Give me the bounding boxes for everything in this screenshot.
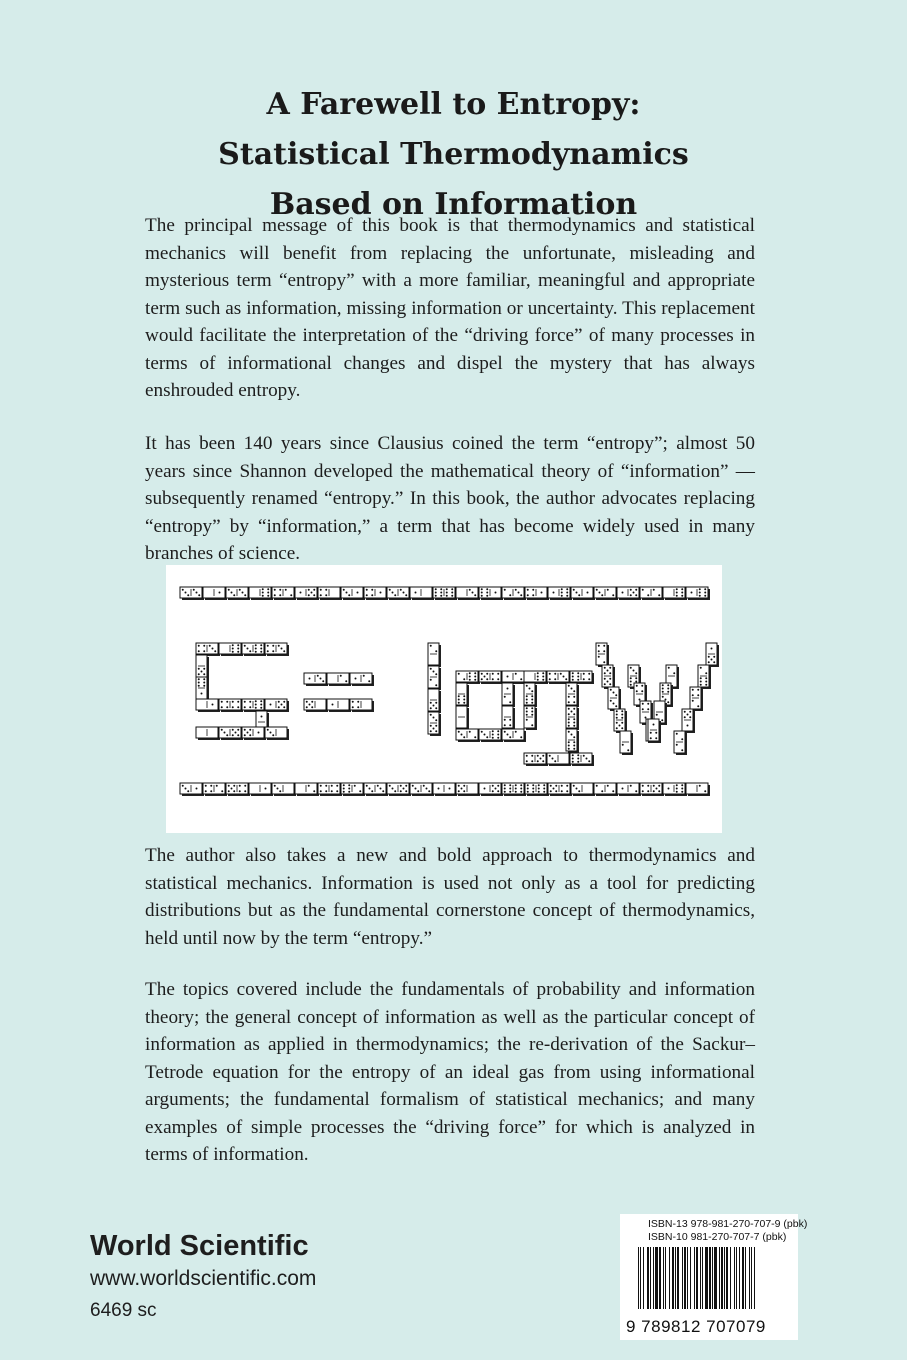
isbn-barcode	[620, 1214, 808, 1340]
title-line-3: Based on Information	[269, 187, 638, 222]
publisher-name: World Scientific	[90, 1230, 309, 1262]
blurb-paragraph-1: The principal message of this book is that thermodynamics and statistical mechanics will benefit from replacing the unfortunate, misleading and mysterious term “entropy” with a more familiar, meaningful and appropriate term such as information, missing information or uncertainty. This replacement would facilitate the interpretation of the “driving force” of many processes in terms of informational changes and dispel the mystery that has always enshrouded entropy.	[145, 215, 755, 401]
domino-formula-icon	[166, 565, 722, 833]
publisher-block	[90, 1228, 316, 1328]
publisher-code: 6469 sc	[90, 1300, 157, 1321]
title-line-2: Statistical Thermodynamics	[218, 137, 689, 172]
barcode-icon	[638, 1247, 790, 1309]
blurb-paragraph-4: The topics covered include the fundamentals of probability and information theory; the general concept of information as well as the particular concept of information as applied in thermodynamics; the re-derivation of the Sackur–Tetrode equation for the entropy of an ideal gas from using informational arguments; the fundamental formalism of statistical mechanics; and many examples of simple processes the “driving force” for which is analyzed in terms of information.	[145, 979, 755, 1165]
book-title	[0, 80, 907, 230]
barcode-digits: 9 789812 707079	[626, 1317, 766, 1336]
publisher-url: www.worldscientific.com	[90, 1267, 317, 1290]
isbn-13-label: ISBN-13 978-981-270-707-9 (pbk)	[648, 1218, 808, 1230]
isbn-10-label: ISBN-10 981-270-707-7 (pbk)	[648, 1231, 787, 1243]
domino-formula-illustration	[166, 565, 722, 833]
blurb-paragraph-3: The author also takes a new and bold approach to thermodynamics and statistical mechanics. Information is used not only as a tool for predicting distributions but as the fundamental cornerstone concept of thermodynamics, held until now by the term “entropy.”	[145, 845, 755, 949]
blurb-paragraph-2: It has been 140 years since Clausius coined the term “entropy”; almost 50 years since Shannon developed the mathematical theory of “information” — subsequently renamed “entropy.” In this book, the author advocates replacing “entropy” by “information,” a term that has become widely used in many branches of science.	[145, 433, 755, 564]
title-line-1: A Farewell to Entropy:	[266, 87, 641, 122]
